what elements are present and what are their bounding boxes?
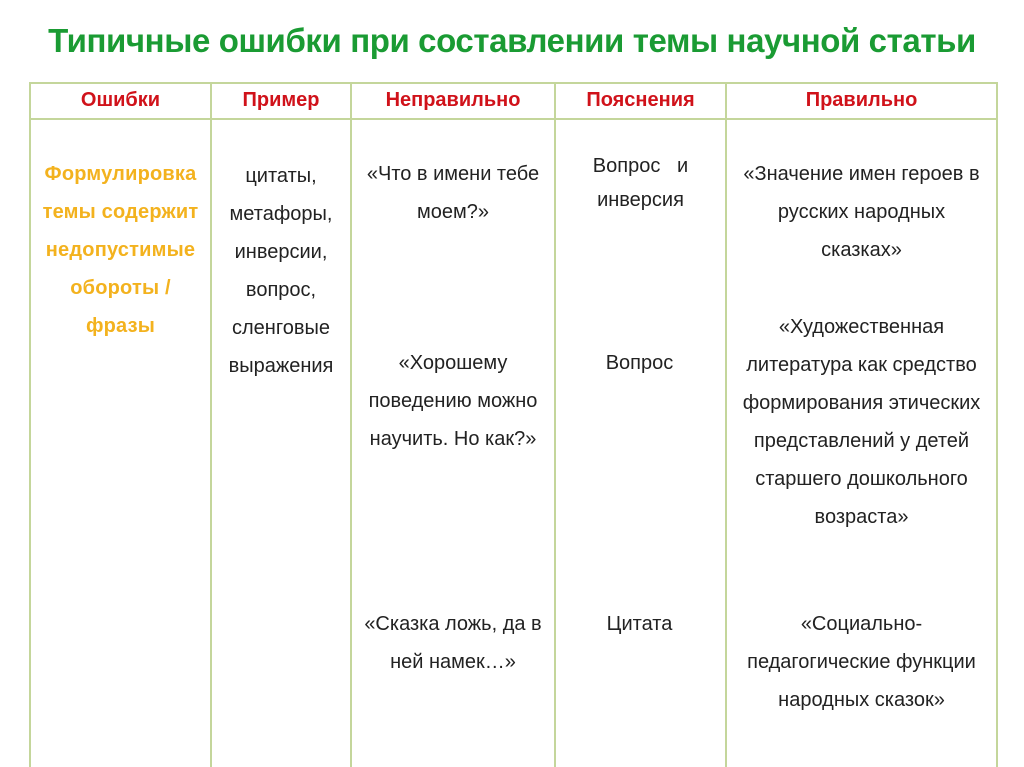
- header-correct: Правильно: [805, 89, 918, 111]
- explanation-cell-3: Цитата: [606, 613, 673, 635]
- column-divider-2: [350, 82, 352, 767]
- correct-cell-3: «Социально-педагогические функции народных сказок»: [747, 613, 976, 711]
- correct-cell-1: «Значение имен героев в русских народных сказках»: [743, 163, 980, 261]
- example-cell: цитаты, метафоры, инверсии, вопрос, сленговые выражения: [228, 165, 334, 377]
- errors-cell: Формулировка темы содержит недопустимые обороты / фразы: [42, 163, 199, 337]
- wrong-cell-3: «Сказка ложь, да в ней намек…»: [364, 613, 542, 673]
- header-explanation: Пояснения: [586, 89, 695, 111]
- explanation-cell-2: Вопрос: [605, 352, 674, 374]
- errors-table: [29, 82, 998, 767]
- header-errors: Ошибки: [80, 89, 161, 111]
- header-bottom-border: [29, 118, 998, 120]
- table-right-border: [996, 82, 998, 767]
- correct-cell-2: «Художественная литература как средство формирования этических представлений у детей старшего дошкольного возраста»: [742, 316, 981, 528]
- header-example: Пример: [242, 89, 320, 111]
- header-wrong: Неправильно: [385, 89, 521, 111]
- table-left-border: [29, 82, 31, 767]
- column-divider-4: [725, 82, 727, 767]
- page-title: Типичные ошибки при составлении темы научной статьи: [48, 22, 976, 59]
- wrong-cell-1: «Что в имени тебе моем?»: [366, 163, 540, 223]
- wrong-cell-2: «Хорошему поведению можно научить. Но как?»: [368, 352, 538, 450]
- explanation-cell-1: Вопрос и инверсия: [592, 155, 694, 211]
- column-divider-1: [210, 82, 212, 767]
- column-divider-3: [554, 82, 556, 767]
